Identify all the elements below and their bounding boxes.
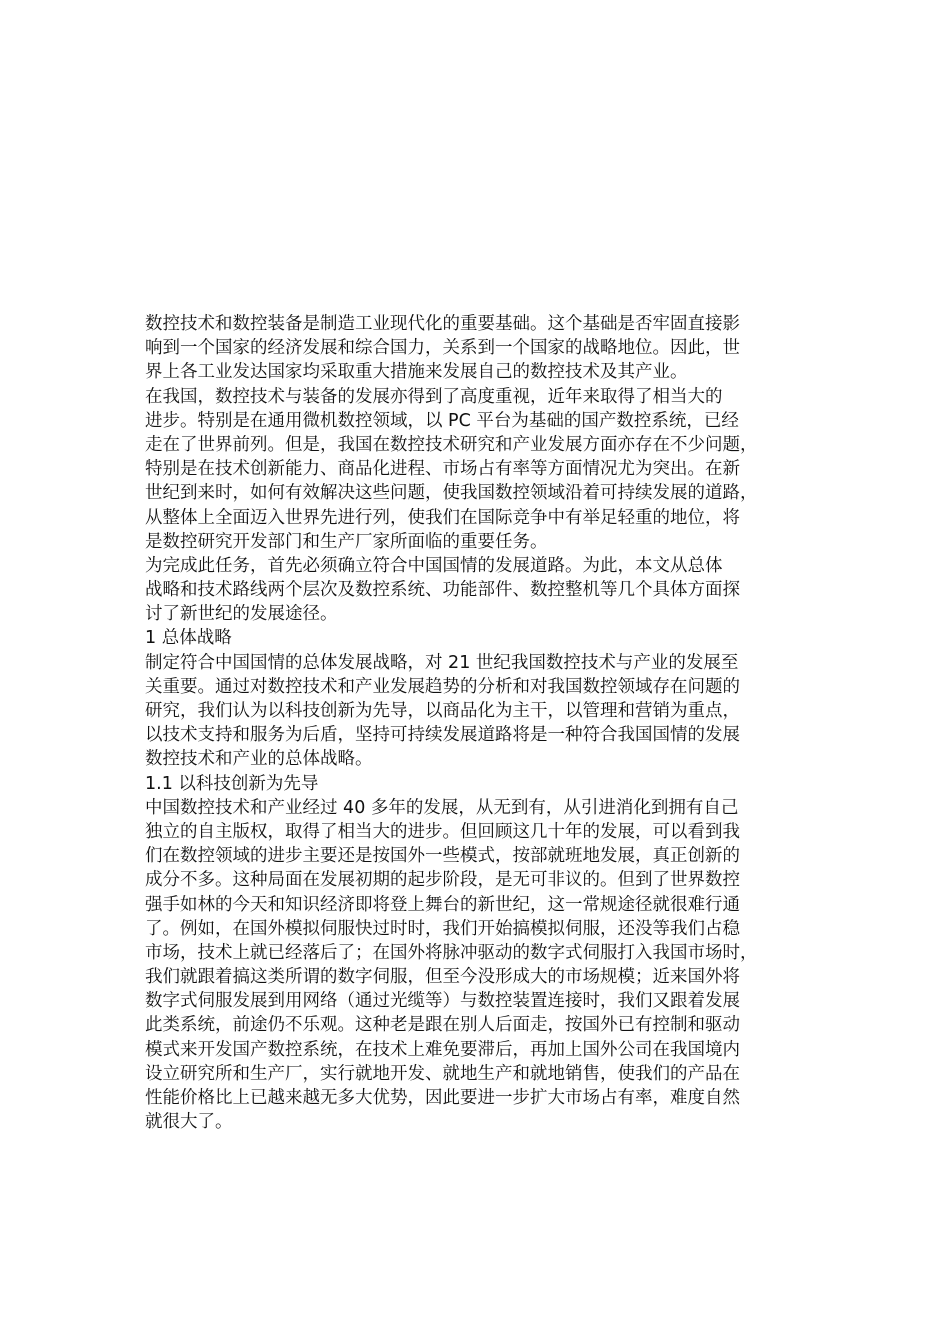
subsection-heading: 1.1 以科技创新为先导 (145, 773, 319, 794)
text-line: 强手如林的今天和知识经济即将登上舞台的新世纪，这一常规途径就很难行通 (145, 894, 740, 915)
text-line: 市场，技术上就已经落后了；在国外将脉冲驱动的数字式伺服打入我国市场时， (145, 942, 758, 963)
text-line: 成分不多。这种局面在发展初期的起步阶段，是无可非议的。但到了世界数控 (145, 870, 740, 891)
text-line: 进步。特别是在通用微机数控领域，以 PC 平台为基础的国产数控系统，已经 (145, 410, 739, 431)
document-body (145, 312, 805, 1134)
text-line: 世纪到来时，如何有效解决这些问题，使我国数控领域沿着可持续发展的道路， (145, 483, 758, 504)
text-line: 在我国，数控技术与装备的发展亦得到了高度重视，近年来取得了相当大的 (145, 386, 723, 407)
text-line: 数控技术和数控装备是制造工业现代化的重要基础。这个基础是否牢固直接影 (145, 314, 740, 334)
text-line: 数控技术和产业的总体战略。 (145, 749, 373, 770)
text-line: 以技术支持和服务为后盾，坚持可持续发展道路将是一种符合我国国情的发展 (145, 725, 740, 746)
text-line: 界上各工业发达国家均采取重大措施来发展自己的数控技术及其产业。 (145, 362, 688, 383)
text-line: 讨了新世纪的发展途径。 (145, 604, 338, 625)
text-line: 研究，我们认为以科技创新为先导，以商品化为主干，以管理和营销为重点， (145, 701, 740, 721)
text-line: 战略和技术路线两个层次及数控系统、功能部件、数控整机等几个具体方面探 (145, 580, 740, 601)
text-line: 们在数控领域的进步主要还是按国外一些模式，按部就班地发展，真正创新的 (145, 846, 740, 867)
text-line: 了。例如，在国外模拟伺服快过时时，我们开始搞模拟伺服，还没等我们占稳 (145, 918, 740, 939)
text-line: 为完成此任务，首先必须确立符合中国国情的发展道路。为此，本文从总体 (145, 555, 723, 576)
text-line: 特别是在技术创新能力、商品化进程、市场占有率等方面情况尤为突出。在新 (145, 459, 740, 480)
text-line: 模式来开发国产数控系统，在技术上难免要滞后，再加上国外公司在我国境内 (145, 1039, 740, 1060)
text-line: 中国数控技术和产业经过 40 多年的发展，从无到有，从引进消化到拥有自己 (145, 797, 739, 818)
section-heading: 1 总体战略 (145, 628, 232, 649)
text-line: 独立的自主版权，取得了相当大的进步。但回顾这几十年的发展，可以看到我 (145, 821, 740, 842)
text-line: 从整体上全面迈入世界先进行列，使我们在国际竞争中有举足轻重的地位，将 (145, 507, 740, 528)
text-line: 走在了世界前列。但是，我国在数控技术研究和产业发展方面亦存在不少问题， (145, 434, 758, 455)
text-line: 性能价格比上已越来越无多大优势，因此要进一步扩大市场占有率，难度自然 (145, 1088, 740, 1108)
text-line: 是数控研究开发部门和生产厂家所面临的重要任务。 (145, 531, 548, 552)
text-line: 设立研究所和生产厂，实行就地开发、就地生产和就地销售，使我们的产品在 (145, 1063, 740, 1084)
text-line: 此类系统，前途仍不乐观。这种老是跟在别人后面走，按国外已有控制和驱动 (145, 1015, 740, 1036)
text-line: 我们就跟着搞这类所谓的数字伺服，但至今没形成大的市场规模；近来国外将 (145, 967, 740, 988)
text-line: 制定符合中国国情的总体发展战略，对 21 世纪我国数控技术与产业的发展至 (145, 652, 739, 673)
text-line: 响到一个国家的经济发展和综合国力，关系到一个国家的战略地位。因此，世 (145, 338, 740, 359)
text-line: 就很大了。 (145, 1112, 233, 1133)
text-line: 关重要。通过对数控技术和产业发展趋势的分析和对我国数控领域存在问题的 (145, 676, 740, 697)
text-line: 数字式伺服发展到用网络（通过光缆等）与数控装置连接时，我们又跟着发展 (145, 991, 740, 1012)
